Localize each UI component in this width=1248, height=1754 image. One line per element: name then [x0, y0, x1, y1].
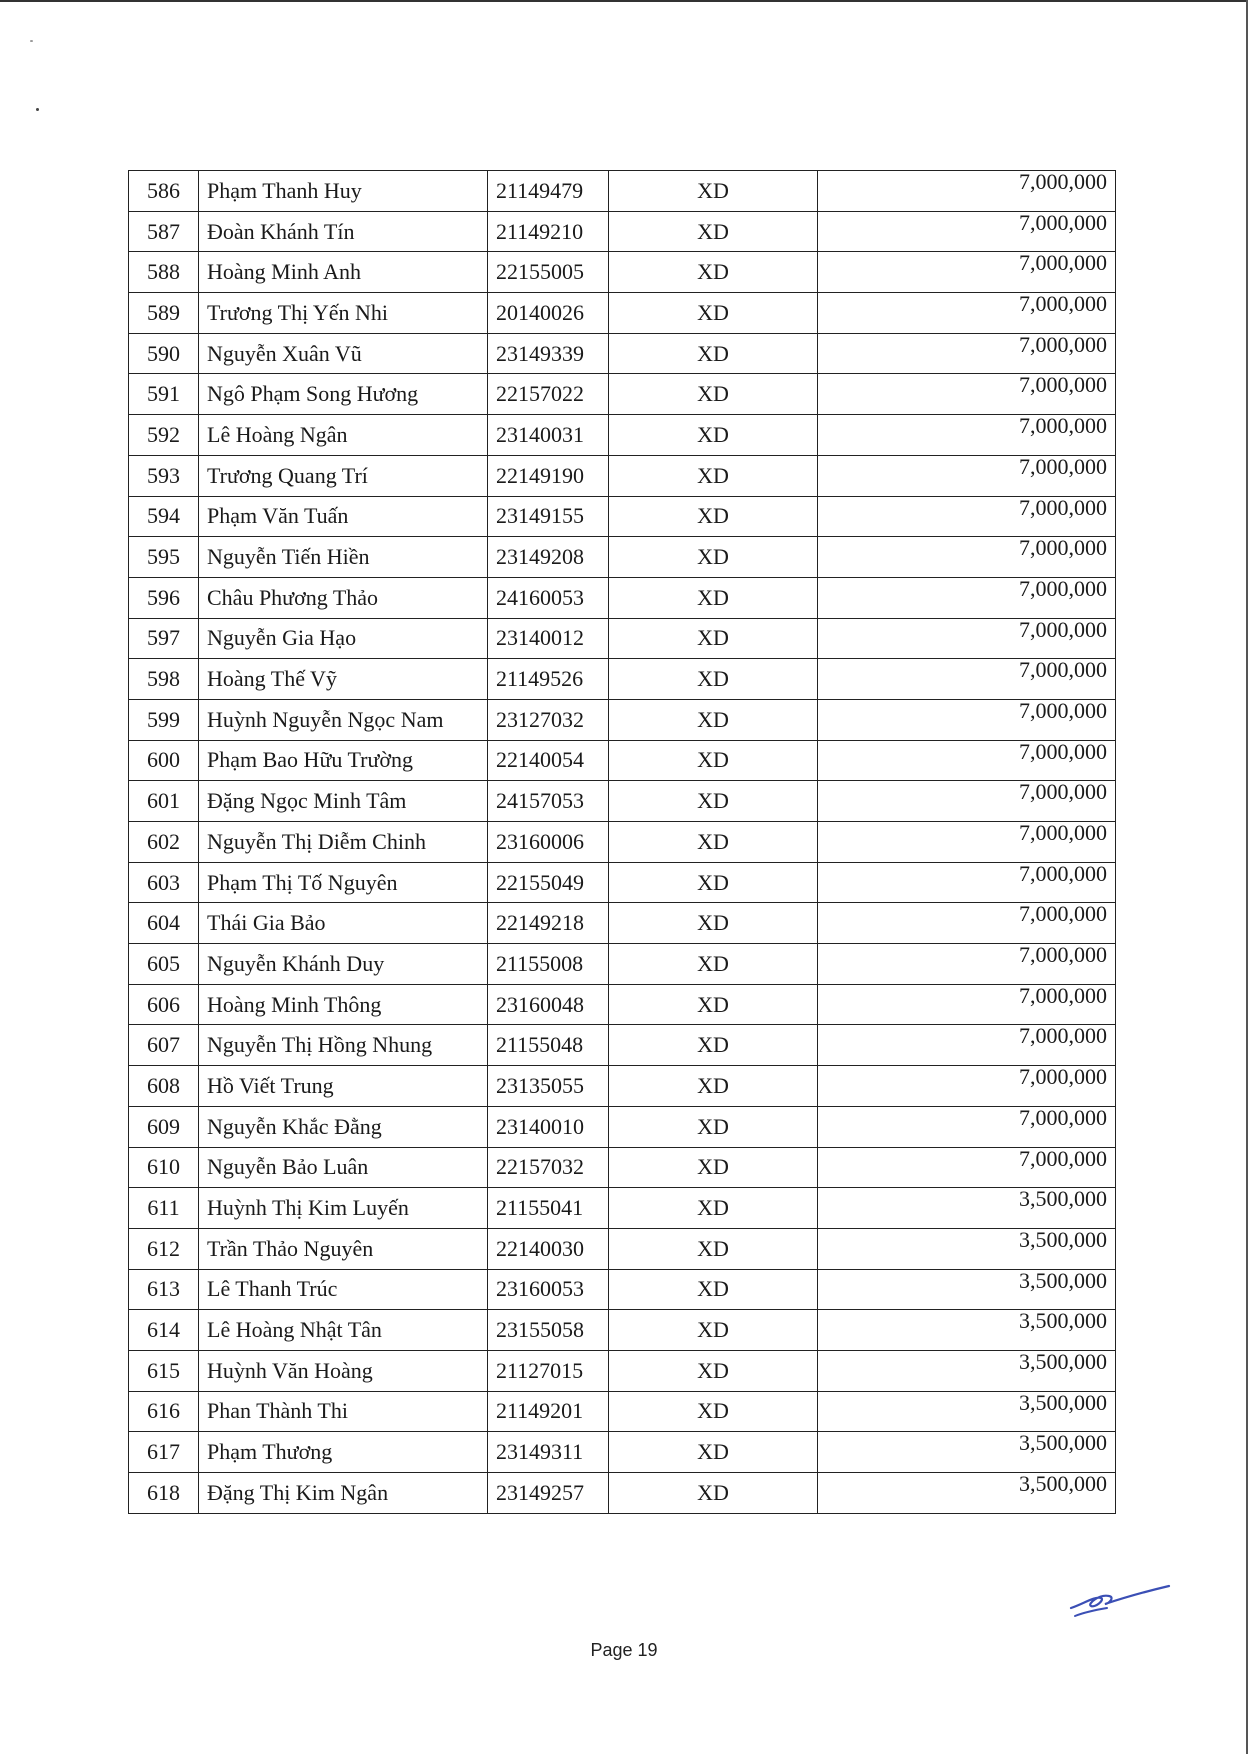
amount-cell: 7,000,000	[818, 1066, 1116, 1107]
student-id-cell: 23135055	[488, 1066, 609, 1107]
department-cell: XD	[609, 699, 818, 740]
row-number-cell: 608	[129, 1066, 199, 1107]
signature-mark	[1065, 1582, 1175, 1622]
student-id-cell: 22155049	[488, 862, 609, 903]
table-row	[129, 984, 1116, 1025]
amount-cell: 7,000,000	[818, 781, 1116, 822]
row-number-cell: 586	[129, 171, 199, 212]
student-name-cell: Đặng Thị Kim Ngân	[199, 1473, 488, 1514]
student-id-cell: 23149208	[488, 537, 609, 578]
student-name-cell: Châu Phương Thảo	[199, 577, 488, 618]
student-name-cell: Nguyễn Tiến Hiền	[199, 537, 488, 578]
table-row	[129, 1106, 1116, 1147]
table-row	[129, 781, 1116, 822]
student-name-cell: Nguyễn Thị Diễm Chinh	[199, 822, 488, 863]
student-name-cell: Huỳnh Văn Hoàng	[199, 1350, 488, 1391]
department-cell: XD	[609, 1147, 818, 1188]
department-cell: XD	[609, 740, 818, 781]
table-row	[129, 1147, 1116, 1188]
department-cell: XD	[609, 1106, 818, 1147]
student-id-cell: 23140012	[488, 618, 609, 659]
department-cell: XD	[609, 618, 818, 659]
department-cell: XD	[609, 171, 818, 212]
page-number: Page 19	[590, 1640, 658, 1660]
student-id-cell: 23160053	[488, 1269, 609, 1310]
table-row	[129, 1066, 1116, 1107]
row-number-cell: 592	[129, 415, 199, 456]
row-number-cell: 593	[129, 455, 199, 496]
table-row	[129, 1025, 1116, 1066]
row-number-cell: 598	[129, 659, 199, 700]
row-number-cell: 617	[129, 1432, 199, 1473]
department-cell: XD	[609, 293, 818, 334]
student-id-cell: 23140010	[488, 1106, 609, 1147]
student-name-cell: Trương Thị Yến Nhi	[199, 293, 488, 334]
row-number-cell: 610	[129, 1147, 199, 1188]
table-row	[129, 1269, 1116, 1310]
table-row	[129, 211, 1116, 252]
student-name-cell: Phạm Thương	[199, 1432, 488, 1473]
student-id-cell: 23155058	[488, 1310, 609, 1351]
department-cell: XD	[609, 1228, 818, 1269]
student-name-cell: Lê Thanh Trúc	[199, 1269, 488, 1310]
department-cell: XD	[609, 333, 818, 374]
page-top-border	[0, 0, 1248, 2]
department-cell: XD	[609, 944, 818, 985]
student-name-cell: Nguyễn Khắc Đằng	[199, 1106, 488, 1147]
student-name-cell: Nguyễn Bảo Luân	[199, 1147, 488, 1188]
scan-speck	[36, 108, 39, 111]
row-number-cell: 606	[129, 984, 199, 1025]
row-number-cell: 600	[129, 740, 199, 781]
table-row	[129, 333, 1116, 374]
row-number-cell: 616	[129, 1391, 199, 1432]
amount-cell: 7,000,000	[818, 415, 1116, 456]
student-id-cell: 21127015	[488, 1350, 609, 1391]
table-row	[129, 659, 1116, 700]
row-number-cell: 587	[129, 211, 199, 252]
amount-cell: 3,500,000	[818, 1310, 1116, 1351]
student-name-cell: Trương Quang Trí	[199, 455, 488, 496]
student-name-cell: Phạm Bao Hữu Trường	[199, 740, 488, 781]
row-number-cell: 605	[129, 944, 199, 985]
table-row	[129, 699, 1116, 740]
department-cell: XD	[609, 415, 818, 456]
student-id-cell: 23160048	[488, 984, 609, 1025]
student-name-cell: Nguyễn Gia Hạo	[199, 618, 488, 659]
table-row	[129, 944, 1116, 985]
student-name-cell: Phạm Thị Tố Nguyên	[199, 862, 488, 903]
row-number-cell: 614	[129, 1310, 199, 1351]
row-number-cell: 618	[129, 1473, 199, 1514]
student-name-cell: Phạm Văn Tuấn	[199, 496, 488, 537]
row-number-cell: 602	[129, 822, 199, 863]
student-id-cell: 21149526	[488, 659, 609, 700]
row-number-cell: 597	[129, 618, 199, 659]
student-name-cell: Lê Hoàng Ngân	[199, 415, 488, 456]
amount-cell: 3,500,000	[818, 1188, 1116, 1229]
student-id-cell: 20140026	[488, 293, 609, 334]
department-cell: XD	[609, 822, 818, 863]
department-cell: XD	[609, 374, 818, 415]
table-row	[129, 1188, 1116, 1229]
student-name-cell: Trần Thảo Nguyên	[199, 1228, 488, 1269]
amount-cell: 7,000,000	[818, 659, 1116, 700]
student-name-cell: Nguyễn Khánh Duy	[199, 944, 488, 985]
student-id-cell: 23160006	[488, 822, 609, 863]
row-number-cell: 588	[129, 252, 199, 293]
student-name-cell: Huỳnh Nguyễn Ngọc Nam	[199, 699, 488, 740]
table-row	[129, 496, 1116, 537]
table-row	[129, 374, 1116, 415]
student-id-cell: 22157022	[488, 374, 609, 415]
amount-cell: 7,000,000	[818, 984, 1116, 1025]
amount-cell: 7,000,000	[818, 374, 1116, 415]
student-id-cell: 21149479	[488, 171, 609, 212]
department-cell: XD	[609, 1066, 818, 1107]
row-number-cell: 601	[129, 781, 199, 822]
student-name-cell: Đoàn Khánh Tín	[199, 211, 488, 252]
row-number-cell: 607	[129, 1025, 199, 1066]
department-cell: XD	[609, 577, 818, 618]
table-row	[129, 537, 1116, 578]
department-cell: XD	[609, 903, 818, 944]
student-id-cell: 22140030	[488, 1228, 609, 1269]
department-cell: XD	[609, 1391, 818, 1432]
department-cell: XD	[609, 1432, 818, 1473]
table-row	[129, 171, 1116, 212]
amount-cell: 7,000,000	[818, 333, 1116, 374]
amount-cell: 3,500,000	[818, 1432, 1116, 1473]
table-row	[129, 415, 1116, 456]
amount-cell: 7,000,000	[818, 862, 1116, 903]
department-cell: XD	[609, 1188, 818, 1229]
student-id-cell: 22157032	[488, 1147, 609, 1188]
amount-cell: 7,000,000	[818, 252, 1116, 293]
student-id-cell: 23127032	[488, 699, 609, 740]
amount-cell: 7,000,000	[818, 699, 1116, 740]
table-body	[129, 171, 1116, 1514]
row-number-cell: 611	[129, 1188, 199, 1229]
table-row	[129, 1310, 1116, 1351]
table-row	[129, 862, 1116, 903]
amount-cell: 7,000,000	[818, 293, 1116, 334]
student-name-cell: Hồ Viết Trung	[199, 1066, 488, 1107]
student-name-cell: Ngô Phạm Song Hương	[199, 374, 488, 415]
scan-speck	[30, 40, 33, 42]
student-name-cell: Huỳnh Thị Kim Luyến	[199, 1188, 488, 1229]
department-cell: XD	[609, 537, 818, 578]
department-cell: XD	[609, 1025, 818, 1066]
row-number-cell: 612	[129, 1228, 199, 1269]
student-table	[128, 170, 1116, 1514]
table-row	[129, 822, 1116, 863]
department-cell: XD	[609, 1473, 818, 1514]
amount-cell: 7,000,000	[818, 496, 1116, 537]
student-id-cell: 23149339	[488, 333, 609, 374]
row-number-cell: 590	[129, 333, 199, 374]
student-name-cell: Hoàng Minh Thông	[199, 984, 488, 1025]
amount-cell: 7,000,000	[818, 537, 1116, 578]
department-cell: XD	[609, 862, 818, 903]
department-cell: XD	[609, 659, 818, 700]
student-id-cell: 23149311	[488, 1432, 609, 1473]
student-id-cell: 22140054	[488, 740, 609, 781]
student-name-cell: Hoàng Thế Vỹ	[199, 659, 488, 700]
student-id-cell: 23149257	[488, 1473, 609, 1514]
student-id-cell: 21149210	[488, 211, 609, 252]
table-row	[129, 455, 1116, 496]
row-number-cell: 594	[129, 496, 199, 537]
amount-cell: 3,500,000	[818, 1350, 1116, 1391]
amount-cell: 7,000,000	[818, 1025, 1116, 1066]
student-name-cell: Nguyễn Thị Hồng Nhung	[199, 1025, 488, 1066]
row-number-cell: 589	[129, 293, 199, 334]
student-name-cell: Lê Hoàng Nhật Tân	[199, 1310, 488, 1351]
table-row	[129, 740, 1116, 781]
amount-cell: 7,000,000	[818, 577, 1116, 618]
amount-cell: 3,500,000	[818, 1228, 1116, 1269]
student-id-cell: 21155008	[488, 944, 609, 985]
row-number-cell: 603	[129, 862, 199, 903]
amount-cell: 7,000,000	[818, 903, 1116, 944]
department-cell: XD	[609, 1310, 818, 1351]
student-name-cell: Phạm Thanh Huy	[199, 171, 488, 212]
student-id-cell: 24157053	[488, 781, 609, 822]
student-id-cell: 23149155	[488, 496, 609, 537]
table-row	[129, 1432, 1116, 1473]
department-cell: XD	[609, 455, 818, 496]
row-number-cell: 596	[129, 577, 199, 618]
amount-cell: 7,000,000	[818, 211, 1116, 252]
student-name-cell: Nguyễn Xuân Vũ	[199, 333, 488, 374]
table-row	[129, 252, 1116, 293]
student-id-cell: 22155005	[488, 252, 609, 293]
row-number-cell: 595	[129, 537, 199, 578]
student-id-cell: 21155048	[488, 1025, 609, 1066]
row-number-cell: 615	[129, 1350, 199, 1391]
row-number-cell: 591	[129, 374, 199, 415]
table-row	[129, 618, 1116, 659]
table-row	[129, 1473, 1116, 1514]
amount-cell: 7,000,000	[818, 171, 1116, 212]
department-cell: XD	[609, 1350, 818, 1391]
student-name-cell: Đặng Ngọc Minh Tâm	[199, 781, 488, 822]
amount-cell: 3,500,000	[818, 1473, 1116, 1514]
row-number-cell: 609	[129, 1106, 199, 1147]
amount-cell: 7,000,000	[818, 822, 1116, 863]
department-cell: XD	[609, 496, 818, 537]
department-cell: XD	[609, 252, 818, 293]
table-row	[129, 903, 1116, 944]
amount-cell: 7,000,000	[818, 455, 1116, 496]
student-id-cell: 21155041	[488, 1188, 609, 1229]
student-id-cell: 21149201	[488, 1391, 609, 1432]
student-id-cell: 22149218	[488, 903, 609, 944]
student-id-cell: 24160053	[488, 577, 609, 618]
department-cell: XD	[609, 781, 818, 822]
amount-cell: 7,000,000	[818, 618, 1116, 659]
table-row	[129, 293, 1116, 334]
row-number-cell: 604	[129, 903, 199, 944]
amount-cell: 7,000,000	[818, 740, 1116, 781]
table-row	[129, 577, 1116, 618]
student-name-cell: Phan Thành Thi	[199, 1391, 488, 1432]
student-id-cell: 22149190	[488, 455, 609, 496]
department-cell: XD	[609, 1269, 818, 1310]
department-cell: XD	[609, 211, 818, 252]
table-row	[129, 1350, 1116, 1391]
student-name-cell: Hoàng Minh Anh	[199, 252, 488, 293]
table-row	[129, 1228, 1116, 1269]
row-number-cell: 613	[129, 1269, 199, 1310]
amount-cell: 7,000,000	[818, 944, 1116, 985]
department-cell: XD	[609, 984, 818, 1025]
student-name-cell: Thái Gia Bảo	[199, 903, 488, 944]
amount-cell: 3,500,000	[818, 1269, 1116, 1310]
amount-cell: 3,500,000	[818, 1391, 1116, 1432]
student-id-cell: 23140031	[488, 415, 609, 456]
row-number-cell: 599	[129, 699, 199, 740]
amount-cell: 7,000,000	[818, 1106, 1116, 1147]
table-row	[129, 1391, 1116, 1432]
amount-cell: 7,000,000	[818, 1147, 1116, 1188]
